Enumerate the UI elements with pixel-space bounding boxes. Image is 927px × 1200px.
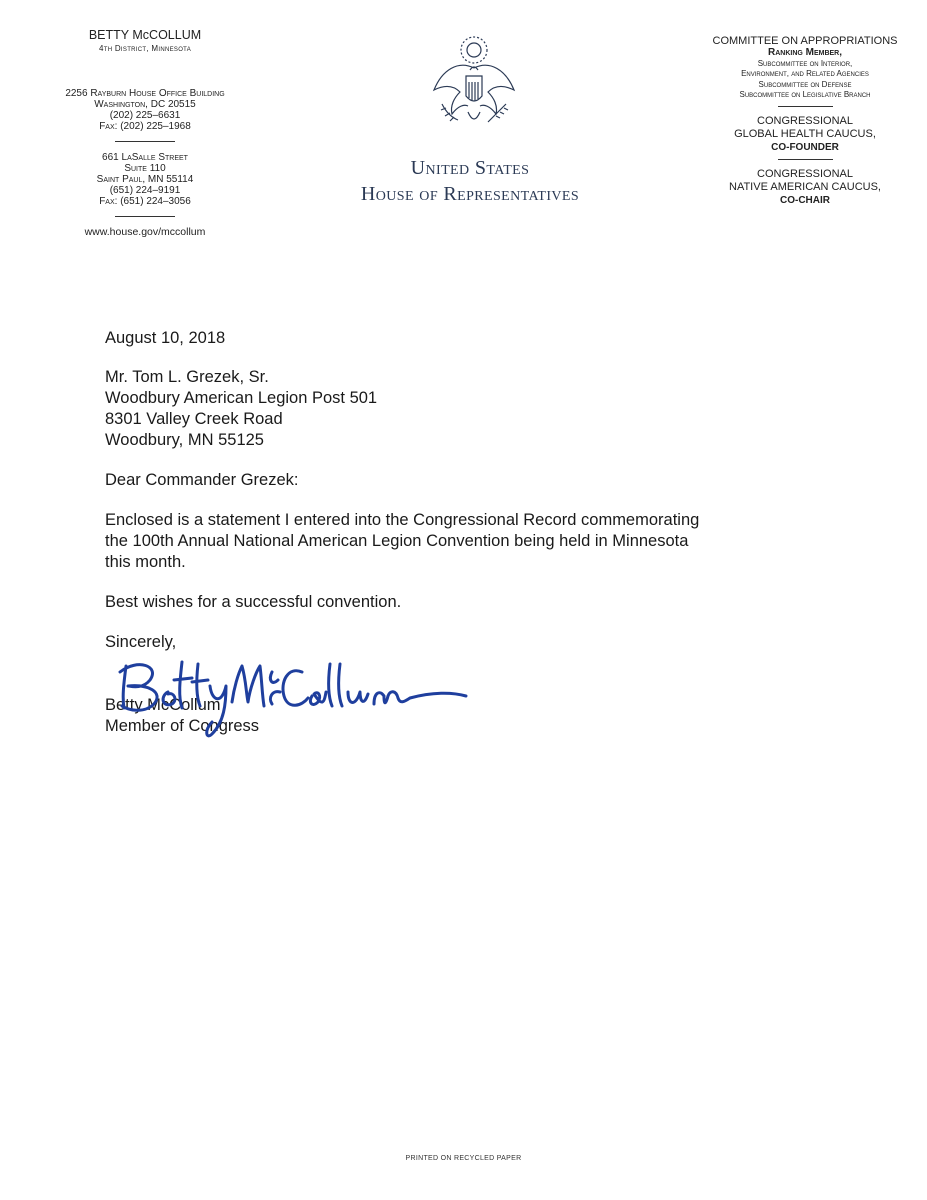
committee-role: Ranking Member, [768, 47, 842, 58]
district-office-line: Suite 110 [124, 163, 166, 174]
caucus-role: CO-CHAIR [780, 194, 830, 206]
body-paragraph [105, 510, 805, 573]
body-line: Enclosed is a statement I entered into the Congressional Record commemorating [105, 511, 700, 529]
divider [778, 106, 833, 107]
committee-name: COMMITTEE ON APPROPRIATIONS [712, 35, 898, 47]
member-name: BETTY McCOLLUM [88, 28, 202, 42]
signer-title: Member of Congress [105, 717, 260, 735]
dc-phone: (202) 225–6631 [109, 110, 181, 121]
signer-name: Betty McCollum [105, 696, 221, 714]
wishes: Best wishes for a successful convention. [105, 593, 402, 611]
signature [112, 652, 472, 742]
dc-office-line: 2256 Rayburn House Office Building [65, 88, 225, 99]
district: 4th District, Minnesota [98, 44, 191, 53]
body-line: the 100th Annual National American Legion Convention being held in Minnesota [105, 532, 689, 550]
divider [115, 216, 175, 217]
dc-fax: Fax: (202) 225–1968 [99, 121, 191, 132]
recipient-line: Mr. Tom L. Grezek, Sr. [105, 368, 269, 386]
house-title [290, 155, 650, 207]
letterhead-left [30, 28, 260, 238]
letter-date: August 10, 2018 [105, 329, 226, 347]
divider [778, 159, 833, 160]
recipient-line: Woodbury, MN 55125 [105, 431, 264, 449]
house-title-line2: House of Representatives [360, 183, 580, 205]
caucus-role: CO-FOUNDER [771, 141, 839, 153]
district-office-line: 661 LaSalle Street [102, 152, 188, 163]
website-link: www.house.gov/mccollum [84, 226, 206, 238]
district-office-line: Saint Paul, MN 55114 [96, 174, 194, 185]
committee-role: Environment, and Related Agencies [741, 69, 869, 78]
closing: Sincerely, [105, 633, 177, 651]
caucus-line: CONGRESSIONAL [757, 114, 853, 127]
letterhead-right [690, 35, 920, 207]
house-title-line1: United States [410, 157, 530, 179]
great-seal-eagle-icon [428, 30, 520, 150]
recycled-paper-note: PRINTED ON RECYCLED PAPER [405, 1155, 522, 1162]
caucus-line: GLOBAL HEALTH CAUCUS, [734, 127, 876, 140]
committee-role: Subcommittee on Legislative Branch [739, 90, 871, 99]
caucus-line: CONGRESSIONAL [757, 167, 853, 180]
caucus-line: NATIVE AMERICAN CAUCUS, [729, 180, 881, 193]
recipient-line: 8301 Valley Creek Road [105, 410, 283, 428]
dc-office-address [30, 88, 260, 132]
committee-role: Subcommittee on Defense [758, 79, 852, 89]
district-fax: Fax: (651) 224–3056 [99, 196, 191, 207]
divider [115, 141, 175, 142]
district-phone: (651) 224–9191 [109, 185, 181, 196]
salutation: Dear Commander Grezek: [105, 471, 299, 489]
district-office-address [30, 152, 260, 207]
body-line: this month. [105, 553, 186, 571]
recipient-address [105, 367, 805, 451]
dc-office-line: Washington, DC 20515 [94, 99, 196, 110]
recipient-line: Woodbury American Legion Post 501 [105, 389, 378, 407]
committee-role: Subcommittee on Interior, [757, 58, 853, 68]
